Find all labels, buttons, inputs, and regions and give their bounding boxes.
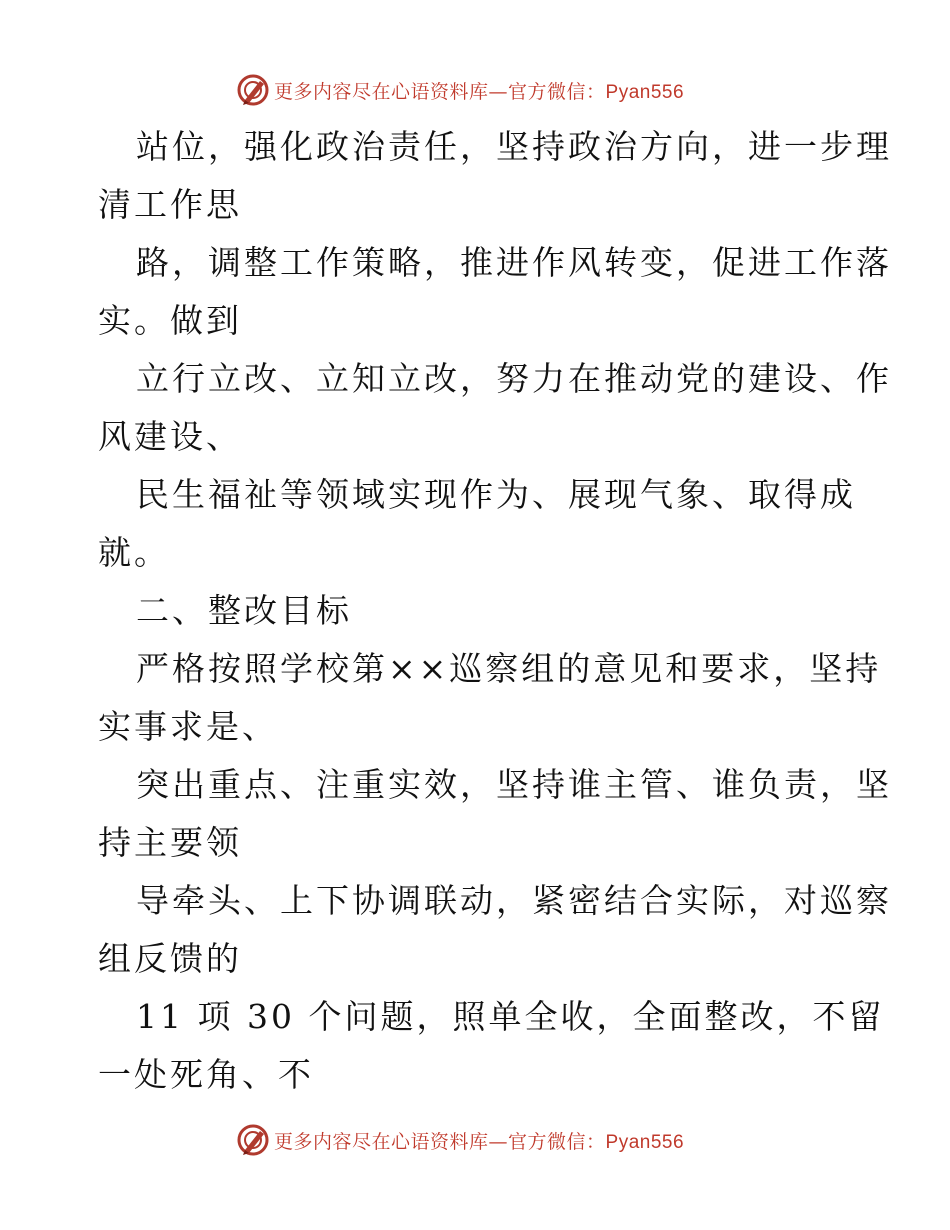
paragraph-5-line-2: 实事求是、 xyxy=(98,707,278,746)
paragraph-7-line-2: 组反馈的 xyxy=(98,939,242,978)
paragraph-8-line-2: 一处死角、不 xyxy=(98,1055,314,1094)
paragraph-6-line-2: 持主要领 xyxy=(98,823,242,862)
paragraph-5-line-1: 严格按照学校第××巡察组的意见和要求，坚持 xyxy=(136,649,882,688)
document-body xyxy=(98,118,892,1104)
paragraph-6-line-1: 突出重点、注重实效，坚持谁主管、谁负责，坚 xyxy=(136,765,892,804)
paragraph-3-line-1: 立行立改、立知立改，努力在推动党的建设、作 xyxy=(136,359,892,398)
pen-logo-icon xyxy=(236,1123,270,1157)
section-heading: 二、整改目标 xyxy=(136,591,352,630)
paragraph-4-line-1: 民生福祉等领域实现作为、展现气象、取得成 xyxy=(136,475,856,514)
banner-text: 更多内容尽在心语资料库—官方微信：Pyan556 xyxy=(274,1130,685,1153)
paragraph-8-line-1: 11 项 30 个问题，照单全收，全面整改，不留 xyxy=(136,997,885,1036)
pen-logo-icon xyxy=(236,73,270,107)
paragraph-4-line-2: 就。 xyxy=(98,533,170,572)
paragraph-7-line-1: 导牵头、上下协调联动，紧密结合实际，对巡察 xyxy=(136,881,892,920)
paragraph-2-line-1: 路，调整工作策略，推进作风转变，促进工作落 xyxy=(136,243,892,282)
wechat-id: Pyan556 xyxy=(605,81,685,103)
banner-text: 更多内容尽在心语资料库—官方微信：Pyan556 xyxy=(274,80,685,103)
paragraph-1-line-2: 清工作思 xyxy=(98,185,242,224)
paragraph-1-line-1: 站位，强化政治责任，坚持政治方向，进一步理 xyxy=(136,127,892,166)
wechat-id: Pyan556 xyxy=(605,1131,685,1153)
footer-banner xyxy=(236,1122,684,1158)
paragraph-3-line-2: 风建设、 xyxy=(98,417,242,456)
paragraph-2-line-2: 实。做到 xyxy=(98,301,242,340)
header-banner xyxy=(236,72,684,108)
